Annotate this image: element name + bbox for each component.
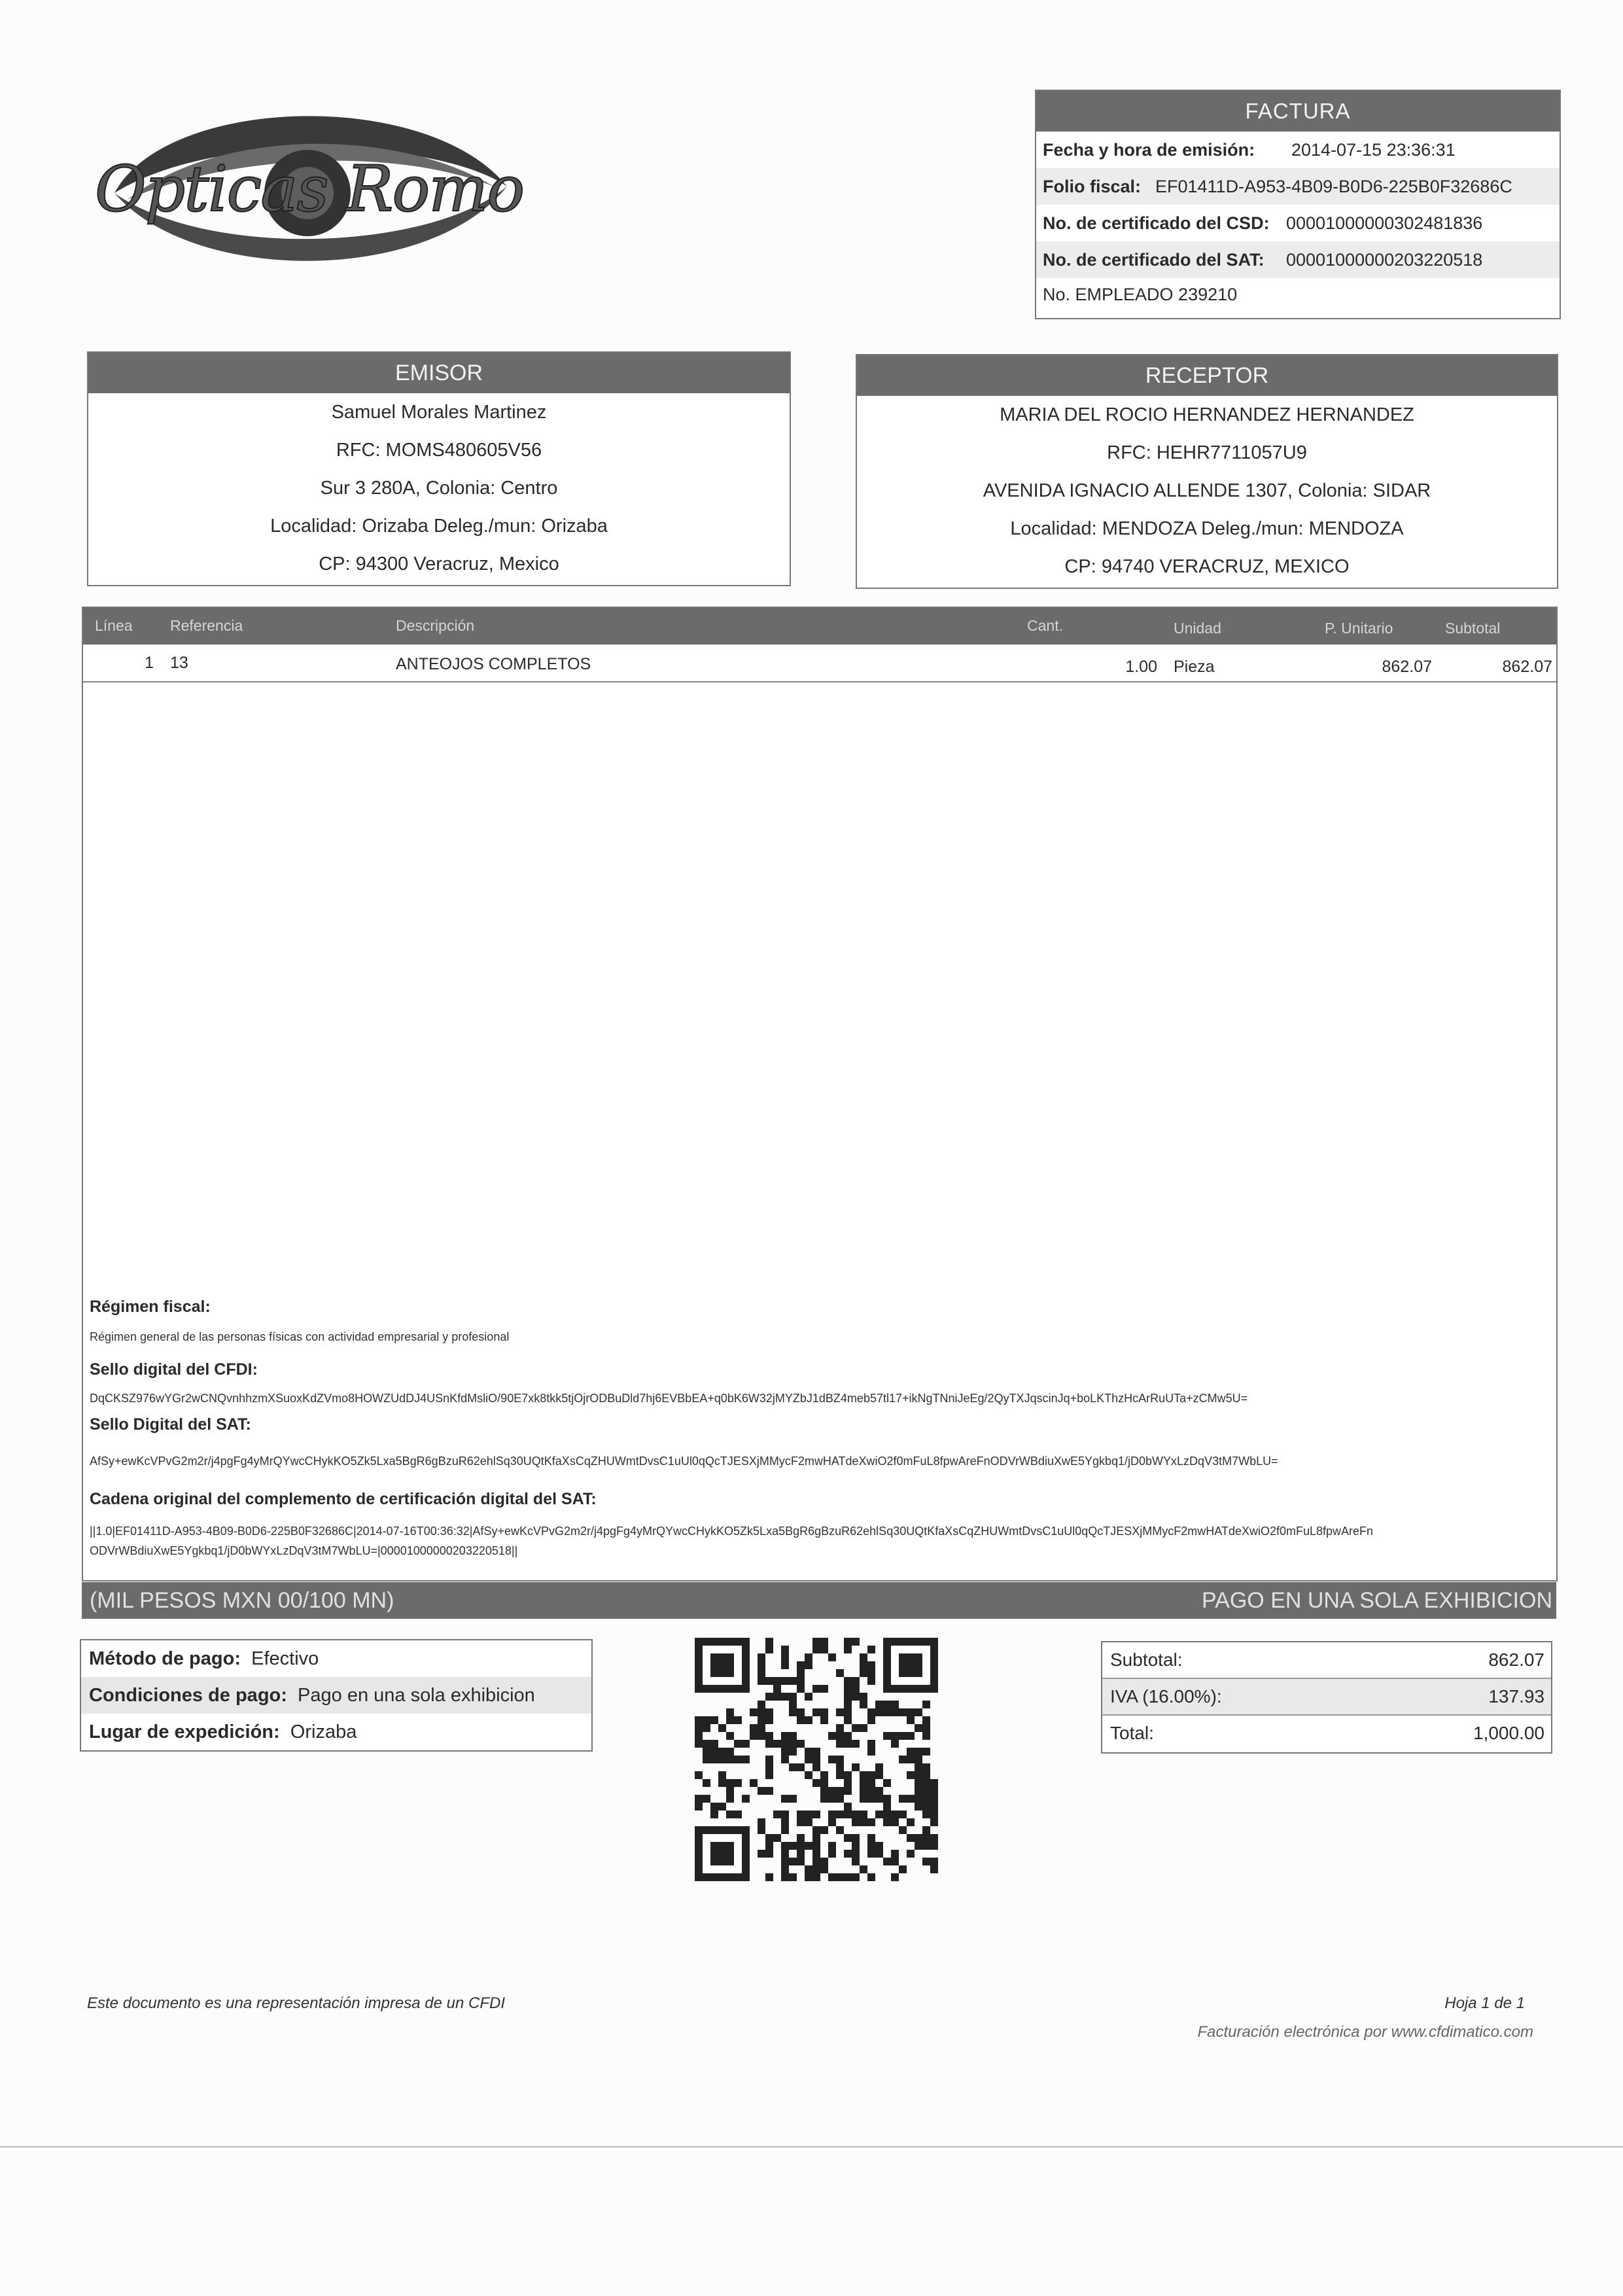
csd-row <box>1036 205 1560 241</box>
logo-text: Opticas Romo <box>95 152 524 226</box>
cadena-label: Cadena original del complemento de certificación digital del SAT: <box>90 1490 597 1508</box>
csd-label: No. de certificado del CSD: <box>1043 213 1270 233</box>
footer-disclaimer: Este documento es una representación impresa de un CFDI <box>87 1994 506 2012</box>
emisor-name: Samuel Morales Martinez <box>331 402 547 423</box>
total-value: 1,000.00 <box>1473 1723 1544 1743</box>
emisor-box <box>87 351 791 586</box>
condiciones-row <box>81 1677 591 1714</box>
amount-bar <box>82 1582 1556 1619</box>
iva-row <box>1102 1679 1551 1716</box>
sat-cert-label: No. de certificado del SAT: <box>1043 250 1265 270</box>
fecha-row <box>1036 132 1560 168</box>
empleado-row: No. EMPLEADO 239210 <box>1043 285 1238 304</box>
cell-punitario: 862.07 <box>1382 658 1432 676</box>
factura-title: FACTURA <box>1036 91 1560 132</box>
factura-box <box>1035 90 1561 319</box>
total-row <box>1102 1716 1551 1751</box>
sello-cfdi-label: Sello digital del CFDI: <box>90 1360 258 1379</box>
csd-value: 00001000000302481836 <box>1286 213 1483 233</box>
receptor-address: AVENIDA IGNACIO ALLENDE 1307, Colonia: SIDAR <box>983 480 1431 501</box>
iva-label: IVA (16.00%): <box>1110 1686 1222 1706</box>
receptor-locality: Localidad: MENDOZA Deleg./mun: MENDOZA <box>1010 518 1404 539</box>
cadena-line-2: ODVrWBdiuXwE5Ygkbq1/jD0bWYxLzDqV3tM7WbLU=|00001000000203220518|| <box>90 1544 518 1557</box>
table-row <box>83 645 1556 682</box>
regimen-value: Régimen general de las personas físicas con actividad empresarial y profesional <box>90 1330 510 1343</box>
col-unidad: Unidad <box>1174 620 1221 637</box>
payment-type: PAGO EN UNA SOLA EXHIBICION <box>1202 1588 1552 1613</box>
fiscal-section <box>82 1292 1558 1581</box>
items-table <box>82 607 1558 1294</box>
sello-cfdi-value: DqCKSZ976wYGr2wCNQvnhhzmXSuoxKdZVmo8HOWZUdDJ4USnKfdMsliO/90E7xk8tkk5tjOjrODBuDld7hj6EVBbEA+q0bK6W32jMYZbJ1dBZ4meb57tl17+ikNgTNniJeEg/2QyTXJqscinJq+boLKThzHcArRuUTa+zCMw5U= <box>90 1392 1248 1405</box>
cell-subtotal: 862.07 <box>1502 658 1552 676</box>
lugar-value: Orizaba <box>290 1722 357 1742</box>
iva-value: 137.93 <box>1488 1686 1544 1706</box>
total-label: Total: <box>1110 1723 1154 1743</box>
subtotal-value: 862.07 <box>1488 1650 1544 1670</box>
metodo-value: Efectivo <box>251 1648 319 1669</box>
receptor-name: MARIA DEL ROCIO HERNANDEZ HERNANDEZ <box>1000 404 1414 425</box>
condiciones-label: Condiciones de pago: <box>89 1685 287 1706</box>
receptor-title: RECEPTOR <box>857 355 1557 396</box>
metodo-label: Método de pago: <box>89 1648 241 1669</box>
amount-in-words: (MIL PESOS MXN 00/100 MN) <box>90 1588 394 1613</box>
metodo-row <box>81 1640 591 1677</box>
condiciones-value: Pago en una sola exhibicion <box>298 1685 535 1706</box>
items-header <box>83 608 1556 645</box>
receptor-rfc: RFC: HEHR7711057U9 <box>1107 442 1307 463</box>
receptor-box <box>856 354 1558 589</box>
cell-referencia: 13 <box>170 654 188 672</box>
receptor-cp: CP: 94740 VERACRUZ, MEXICO <box>1064 556 1350 577</box>
page-number: Hoja 1 de 1 <box>1444 1994 1525 2012</box>
regimen-label: Régimen fiscal: <box>90 1298 211 1316</box>
col-cant: Cant. <box>1027 617 1063 634</box>
col-linea: Línea <box>95 617 133 634</box>
emisor-rfc: RFC: MOMS480605V56 <box>336 440 542 461</box>
cadena-line-1: ||1.0|EF01411D-A953-4B09-B0D6-225B0F32686C|2014-07-16T00:36:32|AfSy+ewKcVPvG2m2r/j4pgFg4yMrQYwcCHykKO5Zk5Lxa5BgR6gBzuR62ehlSq30UQtKfaXsCqZHUWmtDvsC1uUl0qQcTJESXjMMycF2mwHATdeXwiO2f0mFuL8fpwAreFn <box>90 1525 1374 1538</box>
company-logo <box>88 101 533 285</box>
sello-sat-value: AfSy+ewKcVPvG2m2r/j4pgFg4yMrQYwcCHykKO5Zk5Lxa5BgR6gBzuR62ehlSq30UQtKfaXsCqZHUWmtDvsC1uUl0qQcTJESXjMMycF2mwHATdeXwiO2f0mFuL8fpwAreFnODVrWBdiuXwE5Ygkbq1/jD0bWYxLzDqV3tM7WbLU= <box>90 1455 1278 1468</box>
sat-cert-row <box>1036 241 1560 278</box>
folio-value: EF01411D-A953-4B09-B0D6-225B0F32686C <box>1155 177 1512 196</box>
lugar-row <box>81 1714 591 1750</box>
emisor-title: EMISOR <box>88 353 790 393</box>
col-punitario: P. Unitario <box>1325 620 1393 637</box>
cell-linea: 1 <box>145 654 154 672</box>
emisor-cp: CP: 94300 Veracruz, Mexico <box>319 554 559 574</box>
fecha-value: 2014-07-15 23:36:31 <box>1291 140 1456 160</box>
folio-row <box>1036 168 1560 205</box>
payment-info-box <box>80 1639 593 1752</box>
cell-unidad: Pieza <box>1174 658 1215 676</box>
fecha-label: Fecha y hora de emisión: <box>1043 140 1255 160</box>
totals-box <box>1101 1641 1552 1754</box>
col-subtotal: Subtotal <box>1445 620 1501 637</box>
lugar-label: Lugar de expedición: <box>89 1722 280 1742</box>
bottom-divider <box>0 2146 1623 2147</box>
cell-descripcion: ANTEOJOS COMPLETOS <box>396 655 591 673</box>
provider-credit: Facturación electrónica por www.cfdimatico.com <box>1197 2023 1533 2041</box>
col-referencia: Referencia <box>170 617 243 634</box>
emisor-locality: Localidad: Orizaba Deleg./mun: Orizaba <box>270 516 608 537</box>
qr-code <box>695 1638 938 1881</box>
sello-sat-label: Sello Digital del SAT: <box>90 1415 251 1434</box>
subtotal-label: Subtotal: <box>1110 1650 1183 1670</box>
subtotal-row <box>1102 1642 1551 1679</box>
sat-cert-value: 00001000000203220518 <box>1286 250 1483 270</box>
emisor-address: Sur 3 280A, Colonia: Centro <box>320 478 558 499</box>
cell-cant: 1.00 <box>1125 658 1157 676</box>
folio-label: Folio fiscal: <box>1043 177 1142 196</box>
col-descripcion: Descripción <box>396 617 475 634</box>
